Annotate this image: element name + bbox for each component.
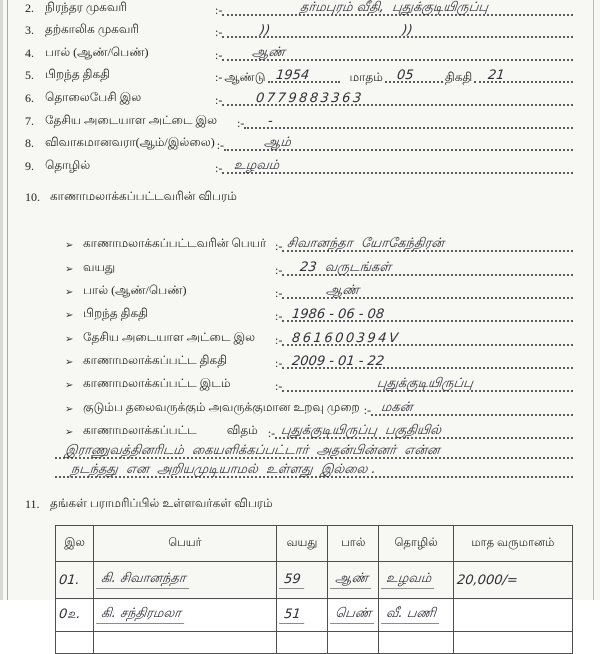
handwritten-missing-name[interactable]: சிவானந்தா யோகேந்திரன் bbox=[286, 236, 446, 252]
field-missing-name bbox=[65, 229, 573, 252]
field-value-area bbox=[275, 376, 573, 392]
dotted-line[interactable] bbox=[282, 330, 573, 346]
arrow-bullet-icon: ➢ bbox=[65, 333, 74, 345]
field-value-area bbox=[215, 67, 573, 83]
field-manner bbox=[65, 416, 573, 439]
cell-name[interactable] bbox=[94, 562, 277, 599]
field-value-area bbox=[364, 400, 573, 416]
handwritten-row-no: 01. bbox=[58, 572, 81, 588]
field-value-area bbox=[215, 22, 573, 38]
arrow-bullet-icon: ➢ bbox=[65, 263, 74, 275]
arrow-bullet-icon: ➢ bbox=[65, 403, 74, 415]
dotted-line[interactable] bbox=[222, 22, 573, 38]
dotted-line[interactable] bbox=[222, 0, 573, 16]
colon-mark: :- bbox=[215, 2, 223, 17]
cell-name[interactable] bbox=[94, 632, 277, 654]
handwritten-month[interactable]: 05 bbox=[396, 68, 415, 84]
colon-mark: :- bbox=[363, 402, 372, 417]
field-value-area bbox=[275, 353, 573, 369]
field-label: தொழில் bbox=[45, 157, 91, 172]
field-missing-age bbox=[65, 252, 573, 275]
arrow-bullet-icon: ➢ bbox=[65, 357, 74, 369]
manner-continuation-row bbox=[55, 439, 573, 458]
field-missing-place bbox=[65, 369, 573, 392]
field-value-area bbox=[275, 260, 573, 276]
field-label: வயது bbox=[83, 259, 116, 274]
field-permanent-address bbox=[25, 0, 573, 16]
field-missing-date bbox=[65, 346, 573, 369]
dotted-line-year[interactable] bbox=[268, 67, 340, 83]
colon-mark: :- bbox=[267, 426, 276, 441]
handwritten-name: கி. சிவானந்தா bbox=[96, 571, 190, 589]
cell-no[interactable] bbox=[56, 632, 94, 654]
dotted-line[interactable] bbox=[55, 443, 573, 459]
handwritten-year[interactable]: 1954 bbox=[274, 68, 310, 84]
arrow-bullet-icon: ➢ bbox=[65, 380, 74, 392]
handwritten-married[interactable]: ஆம் bbox=[263, 135, 292, 151]
dotted-line[interactable] bbox=[222, 90, 573, 106]
month-label: மாதம் bbox=[349, 70, 383, 85]
field-value-area bbox=[237, 113, 573, 129]
field-occupation bbox=[25, 151, 573, 174]
item-number: 10. bbox=[25, 189, 40, 204]
field-value-area bbox=[215, 0, 573, 16]
arrow-bullet-icon: ➢ bbox=[65, 286, 74, 298]
cell-income[interactable] bbox=[453, 632, 572, 654]
item-number: 11. bbox=[25, 497, 40, 512]
year-label: ஆண்டு bbox=[224, 70, 266, 85]
field-label: நிரந்தர முகவரி bbox=[45, 0, 127, 14]
field-value-area bbox=[55, 443, 573, 459]
colon-mark: :- bbox=[215, 25, 223, 40]
section11-title: தங்கள் பராமரிப்பில் உள்ளவர்கள் விபரம் bbox=[50, 496, 273, 511]
dotted-line[interactable] bbox=[275, 423, 573, 439]
field-label: விவாகமானவரா(ஆம்/இல்லை) bbox=[45, 135, 215, 150]
cell-gender[interactable] bbox=[328, 599, 379, 632]
field-label: தற்காலிக முகவரி bbox=[45, 22, 139, 37]
section10-title-row bbox=[25, 185, 573, 205]
handwritten-manner-line3[interactable]: நடந்தது என அறியமுடியாமல் உள்ளது இல்லை . bbox=[70, 462, 377, 478]
handwritten-occupation[interactable]: உழவம் bbox=[233, 157, 281, 173]
colon-mark: :- bbox=[275, 285, 283, 300]
page-border-right bbox=[593, 0, 594, 600]
handwritten-day[interactable]: 21 bbox=[487, 68, 506, 84]
dotted-line[interactable] bbox=[282, 260, 573, 276]
field-temporary-address bbox=[25, 16, 573, 39]
field-label: காணாமலாக்கப்பட்ட இடம் bbox=[83, 376, 231, 391]
field-value-area bbox=[275, 330, 573, 346]
field-value-area bbox=[275, 306, 573, 322]
dotted-line[interactable] bbox=[244, 113, 573, 129]
dotted-line[interactable] bbox=[55, 462, 573, 478]
field-telephone bbox=[25, 83, 573, 106]
arrow-bullet-icon: ➢ bbox=[65, 310, 74, 322]
colon-mark: :- bbox=[275, 356, 283, 371]
day-label: திகதி bbox=[444, 70, 473, 85]
cell-age[interactable] bbox=[276, 632, 327, 654]
header-name: பெயர் bbox=[94, 526, 277, 562]
handwritten-occupation: வீ. பணி bbox=[382, 606, 442, 624]
dotted-line[interactable] bbox=[282, 306, 573, 322]
dotted-line[interactable] bbox=[282, 236, 573, 252]
colon-mark: :- bbox=[215, 160, 223, 175]
field-value-area bbox=[262, 423, 573, 439]
field-label: பிறந்த திகதி bbox=[83, 306, 148, 321]
colon-mark: :- bbox=[275, 309, 283, 324]
handwritten-age: 59 bbox=[279, 572, 305, 589]
dependents-table bbox=[55, 525, 573, 654]
handwritten-nic-dash[interactable]: - bbox=[267, 113, 274, 129]
colon-mark: :- bbox=[215, 47, 223, 62]
field-value-area bbox=[55, 462, 573, 478]
handwritten-permanent-address[interactable]: தர்மபுரம் வீதி, புதுக்குடியிருப்பு bbox=[299, 0, 490, 15]
item-number: 2. bbox=[25, 0, 34, 15]
handwritten-ditto-marks[interactable]: )) )) bbox=[259, 23, 414, 39]
cell-age[interactable] bbox=[276, 599, 327, 632]
table-row-empty bbox=[56, 632, 573, 654]
field-label: தேசிய அடையாள அட்டை இல bbox=[83, 329, 256, 344]
header-no: இல bbox=[56, 526, 94, 562]
item-number: 5. bbox=[25, 68, 34, 83]
handwritten-phone-number[interactable]: 0779883363 bbox=[255, 90, 365, 106]
cell-no[interactable] bbox=[56, 599, 94, 632]
table-row bbox=[56, 599, 573, 632]
cell-occupation[interactable] bbox=[379, 599, 453, 632]
header-occupation: தொழில் bbox=[379, 526, 453, 562]
dotted-line[interactable] bbox=[371, 400, 573, 416]
handwritten-missing-age[interactable]: 23 வருடங்கள் bbox=[299, 259, 393, 275]
field-label: காணாமலாக்கப்பட்ட bbox=[83, 423, 197, 438]
arrow-bullet-icon: ➢ bbox=[65, 240, 74, 252]
field-date-of-birth bbox=[25, 61, 573, 84]
field-label: காணாமலாக்கப்பட்டவரின் பெயர் bbox=[83, 236, 267, 251]
dotted-line-day[interactable] bbox=[474, 67, 573, 83]
section11-title-row bbox=[25, 492, 573, 512]
cell-income[interactable] bbox=[453, 599, 572, 632]
cell-no[interactable] bbox=[56, 562, 94, 599]
colon-mark: :- bbox=[215, 70, 223, 85]
handwritten-missing-date[interactable]: 2009 - 01 - 22 bbox=[291, 354, 386, 370]
cell-gender[interactable] bbox=[328, 562, 379, 599]
colon-mark: :- bbox=[275, 332, 283, 347]
cell-age[interactable] bbox=[276, 562, 327, 599]
field-label: விதம் bbox=[226, 423, 258, 438]
header-gender: பால் bbox=[328, 526, 379, 562]
field-label: தொலைபேசி இல bbox=[45, 89, 142, 104]
handwritten-gender[interactable]: ஆண் bbox=[251, 44, 287, 60]
dotted-line[interactable] bbox=[282, 376, 573, 392]
field-label: காணாமலாக்கப்பட்ட திகதி bbox=[83, 353, 228, 368]
field-value-area bbox=[215, 45, 573, 61]
handwritten-gender: ஆண் bbox=[330, 571, 373, 589]
item-number: 4. bbox=[25, 45, 34, 60]
cell-occupation[interactable] bbox=[379, 562, 453, 599]
field-gender bbox=[25, 38, 573, 61]
field-value-area bbox=[215, 90, 573, 106]
handwritten-row-no: 0௨. bbox=[58, 607, 82, 623]
colon-mark: :- bbox=[275, 239, 283, 254]
field-value-area bbox=[215, 158, 573, 174]
field-value-area bbox=[217, 135, 573, 151]
cell-name[interactable] bbox=[94, 599, 277, 632]
handwritten-manner-line1[interactable]: புதுக்குடியிருப்பு பகுதியில் bbox=[280, 423, 443, 439]
colon-mark: :- bbox=[215, 92, 223, 107]
dotted-line[interactable] bbox=[282, 283, 573, 299]
field-label: பால் (ஆண்/பெண்) bbox=[45, 44, 149, 59]
handwritten-missing-place[interactable]: புதுக்குடியிருப்பு bbox=[376, 376, 475, 392]
field-value-area bbox=[275, 236, 573, 252]
handwritten-name: கி. சந்திரமலா bbox=[96, 606, 186, 624]
handwritten-income: 20,000/= bbox=[455, 572, 519, 588]
handwritten-missing-dob[interactable]: 1986 - 06 - 08 bbox=[291, 307, 386, 323]
dotted-line[interactable] bbox=[222, 45, 573, 61]
field-relationship bbox=[65, 392, 573, 415]
item-number: 6. bbox=[25, 90, 34, 105]
page-border-left bbox=[7, 0, 8, 600]
dotted-line[interactable] bbox=[282, 353, 573, 369]
manner-continuation-row bbox=[55, 459, 573, 478]
header-age: வயது bbox=[276, 526, 327, 562]
dotted-line[interactable] bbox=[224, 135, 573, 151]
handwritten-missing-gender[interactable]: ஆண் bbox=[325, 282, 361, 298]
field-missing-nic bbox=[65, 322, 573, 345]
cell-income[interactable] bbox=[453, 562, 572, 599]
field-missing-dob bbox=[65, 299, 573, 322]
scan-edge-shadow bbox=[0, 0, 3, 600]
field-label: பால் (ஆண்/பெண்) bbox=[83, 282, 187, 297]
field-missing-gender bbox=[65, 276, 573, 299]
item-number: 3. bbox=[25, 23, 34, 38]
colon-mark: :- bbox=[237, 115, 245, 130]
handwritten-manner-line2[interactable]: இராணுவத்தினரிடம் கையளிக்கப்பட்டார் அதன்பின்னர் என்ன bbox=[64, 442, 441, 458]
header-income: மாத வருமானம் bbox=[453, 526, 572, 562]
handwritten-occupation: உழவம் bbox=[382, 571, 437, 589]
handwritten-gender: பெண் bbox=[330, 606, 376, 624]
section10-title: காணாமலாக்கப்பட்டவரின் விபரம் bbox=[50, 188, 237, 203]
colon-mark: :- bbox=[275, 262, 283, 277]
item-number: 7. bbox=[25, 113, 34, 128]
field-married bbox=[25, 129, 573, 152]
handwritten-age: 51 bbox=[279, 607, 305, 624]
field-label: குடும்ப தலைவருக்கும் அவருக்குமான உறவு முறை bbox=[83, 399, 360, 414]
item-number: 9. bbox=[25, 158, 34, 173]
handwritten-relationship[interactable]: மகன் bbox=[380, 399, 414, 415]
field-value-area bbox=[275, 283, 573, 299]
colon-mark: :- bbox=[216, 138, 225, 153]
form-content bbox=[25, 0, 573, 654]
field-label: பிறந்த திகதி bbox=[45, 67, 110, 82]
item-number: 8. bbox=[25, 136, 34, 151]
arrow-bullet-icon: ➢ bbox=[65, 427, 74, 439]
cell-gender[interactable] bbox=[328, 632, 379, 654]
table-row bbox=[56, 562, 573, 599]
colon-mark: :- bbox=[275, 379, 283, 394]
cell-occupation[interactable] bbox=[379, 632, 453, 654]
table-header-row bbox=[56, 526, 573, 562]
field-nic-number bbox=[25, 106, 573, 129]
dotted-line-month[interactable] bbox=[385, 67, 443, 83]
field-label: தேசிய அடையாள அட்டை இல bbox=[45, 112, 218, 127]
handwritten-missing-nic[interactable]: 861600394V bbox=[291, 330, 402, 346]
dotted-line[interactable] bbox=[222, 158, 573, 174]
